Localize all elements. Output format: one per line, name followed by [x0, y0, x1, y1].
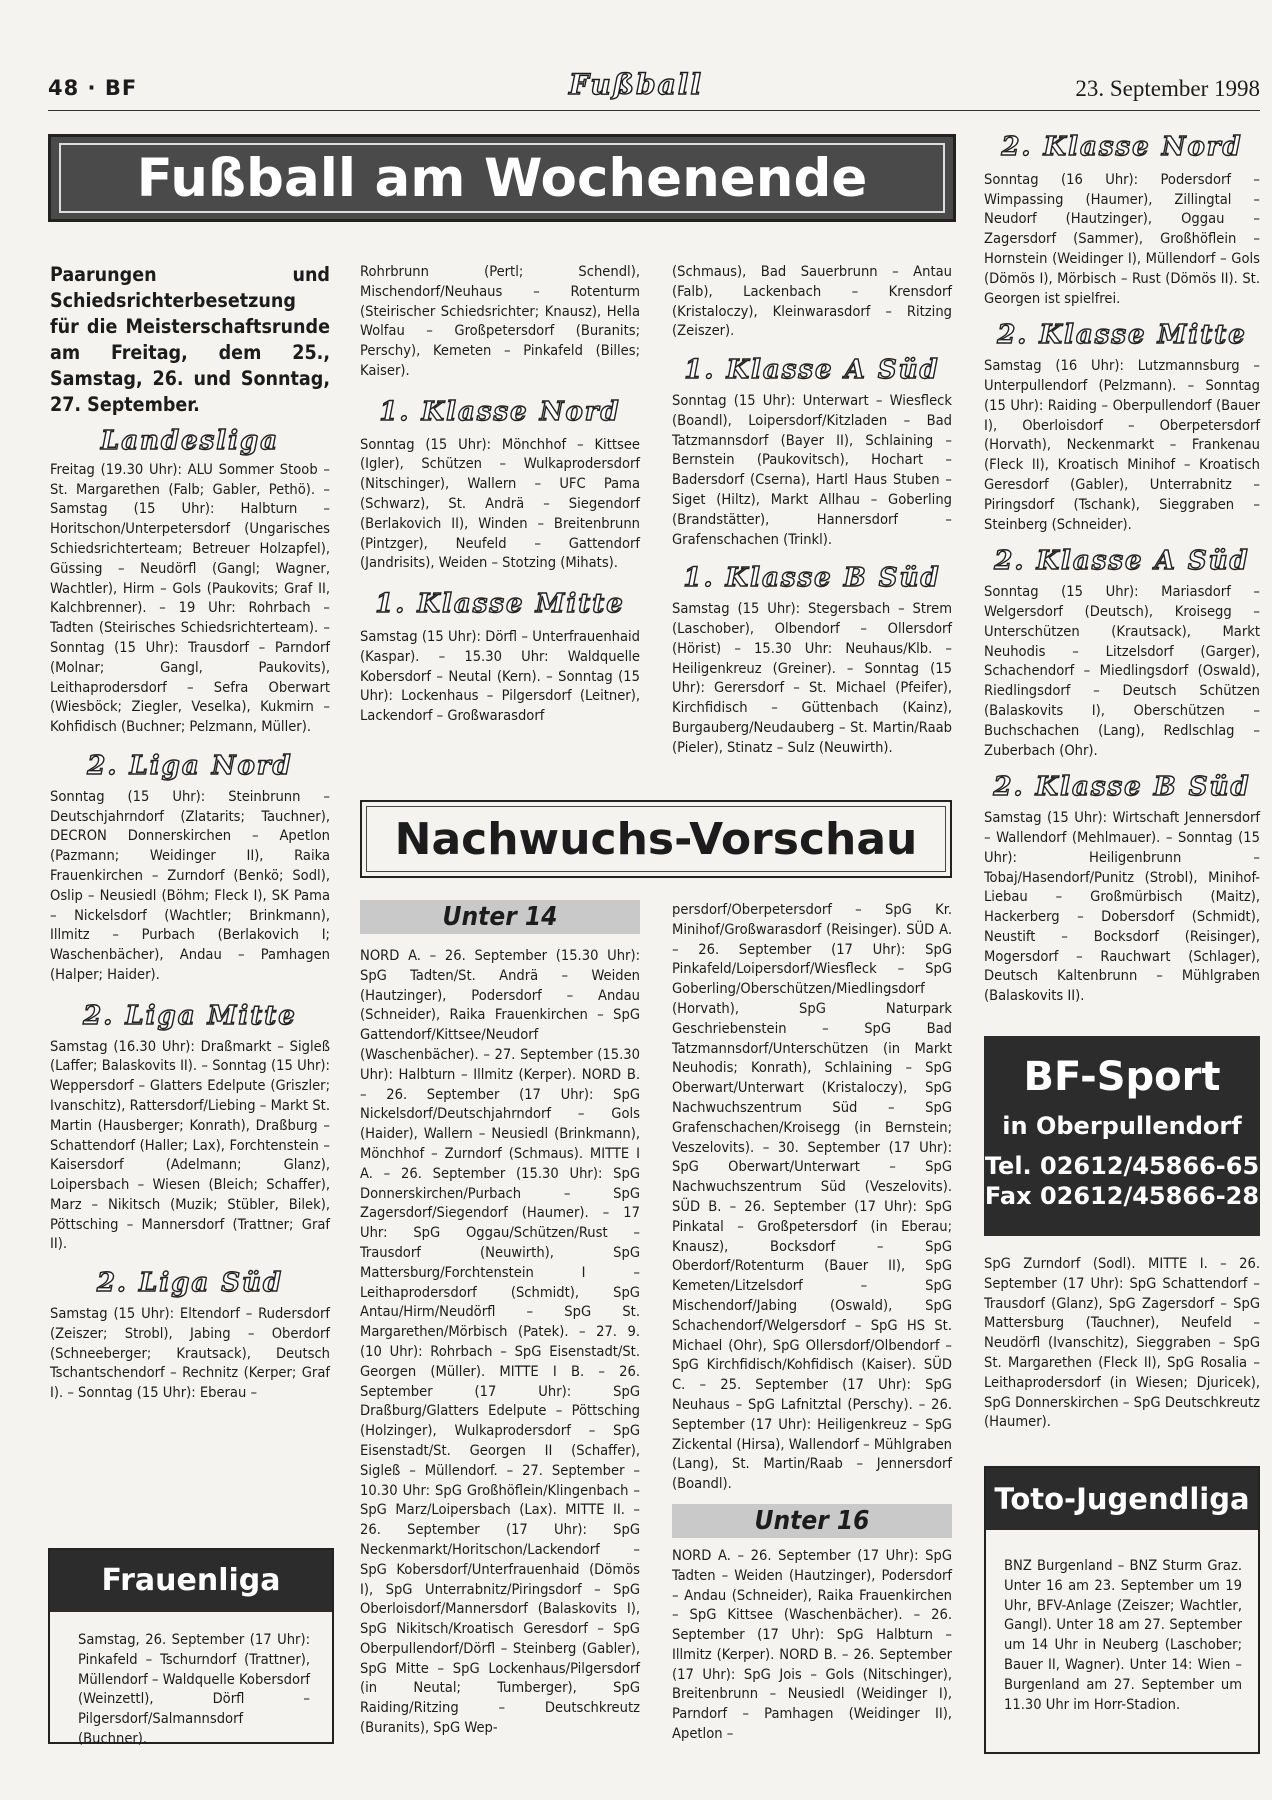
ad-phone: Tel. 02612/45866-65 — [984, 1152, 1260, 1180]
heading-2-klasse-b-sued: 2. Klasse B Süd — [993, 772, 1251, 803]
ad-fax: Fax 02612/45866-28 — [984, 1182, 1260, 1210]
column-2 — [360, 262, 640, 726]
nachwuchs-title-box — [360, 800, 952, 878]
text-2-klasse-mitte: Samstag (16 Uhr): Lutzmannsburg – Unterpullendorf (Pelzmann). – Sonntag (15 Uhr): Raiding – Oberpullendorf (Bauer I), Oberloisdorf – Oberpetersdorf (Horvath), Neckenmarkt – Frankenau (Fleck II), Kroatisch Minihof – Kroatisch Geresdorf (Gabler), Unterrabnitz – Piringsdorf (Tschank), Sieggraben – Steinberg (Schneider). — [984, 357, 1260, 533]
frauenliga-text: Samstag, 26. September (17 Uhr): Pinkafeld – Tschurndorf (Trattner), Müllendorf – Waldquelle Kobersdorf (Weinzettl), Dörfl – Pilgersdorf/Salmannsdorf (Buchner). — [78, 1631, 310, 1747]
heading-2-liga-nord: 2. Liga Nord — [87, 750, 293, 781]
text-2-liga-nord: Sonntag (15 Uhr): Steinbrunn – Deutschjahrndorf (Zlatarits; Tauchner), DECRON Donnerskirchen – Apetlon (Pazmann; Weidinger II), Raika Frauenkirchen – Zurndorf (Benkö; Sodl), Oslip – Neusiedl (Böhm; Fleck I), SK Pama – Nickelsdorf (Wachtler; Brinkmann), Illmitz – Purbach (Berlakovich I; Waschenbächer), Andau – Pamhagen (Halper; Haider). — [50, 787, 330, 983]
toto-text: BNZ Burgenland – BNZ Sturm Graz. Unter 16 am 23. September um 19 Uhr, BFV-Anlage (Zeiszer; Wachtler, Gangl). Unter 18 am 27. September um 14 Uhr in Neuberg (Laschober; Bauer II, Wagner). Unter 14: Wien – Burgenland am 27. September um 11.30 Uhr im Horr-Stadion. — [1004, 1557, 1242, 1713]
header-rule — [48, 110, 1260, 111]
heading-2-liga-mitte: 2. Liga Mitte — [83, 1000, 297, 1031]
heading-unter-14: Unter 14 — [360, 900, 640, 934]
column-3 — [672, 262, 952, 758]
heading-1-klasse-mitte: 1. Klasse Mitte — [375, 589, 625, 620]
text-after-ad: SpG Zurndorf (Sodl). MITTE I. – 26. September (17 Uhr): SpG Schattendorf – Trausdorf (Glanz), SpG Zagersdorf – SpG Mattersburg (Tauchner), Neufeld – Neudörfl (Ivanschitz), Sieggraben – SpG St. Margarethen (Fleck II), SpG Rosalia – Leithaprodersdorf (in Wiesen; Djuricek), SpG Donnerskirchen – SpG Deutschkreutz (Haumer). — [984, 1255, 1260, 1431]
text-landesliga: Freitag (19.30 Uhr): ALU Sommer Stoob – St. Margarethen (Falb; Gabler, Pethö). – Samstag (15 Uhr): Halbturn – Horitschon/Unterpetersdorf (Ungarisches Schiedsrichterteam; Betreuer Holzapfel), Güssing – Neudörfl (Gangl; Wagner, Wachtler), Hirm – Gols (Paukovits; Graf II, Kalchbrenner). – 19 Uhr: Rohrbach – Tadten (Steirisches Schiedsrichterteam). – Sonntag (15 Uhr): Trausdorf – Parndorf (Molnar; Gangl, Paukovits), Leithaprodersdorf – Sefra Oberwart (Wiesböck; Ziegler, Veselka), Kukmirn – Kohfidisch (Buchner; Pelzmann, Müller). — [50, 460, 330, 736]
ad-title: BF-Sport — [1023, 1054, 1221, 1100]
text-1-klasse-a-sued: Sonntag (15 Uhr): Unterwart – Wiesfleck (Boandl), Loipersdorf/Kitzladen – Bad Tatzmannsdorf (Bayer II), Schlaining – Bernstein (Paukovitsch), Hochart – Badersdorf (Cserna), Hartl Haus Stuben – Siget (Hiltz), Markt Allhau – Goberling (Brandstätter), Hannersdorf – Grafenschachen (Trinkl). — [672, 391, 952, 548]
text-2-liga-sued: Samstag (15 Uhr): Eltendorf – Rudersdorf (Zeiszer; Strobl), Jabing – Oberdorf (Schneeberger; Krautsack), Deutsch Tschantschendorf – Rechnitz (Kerper; Graf I). – Sonntag (15 Uhr): Eberau – — [50, 1305, 330, 1402]
nachwuchs-col-right — [672, 900, 952, 1744]
text-2-klasse-b-sued: Samstag (15 Uhr): Wirtschaft Jennersdorf – Wallendorf (Mehlmauer). – Sonntag (15 Uhr): Heiligenbrunn – Tobaj/Hasendorf/Punitz (Strobl), Minihof-Liebau – Großmürbisch (Maitz), Hackerberg – Dobersdorf (Schmidt), Neustift – Bocksdorf (Reisinger), Mogersdorf – Rauchwart (Schlager), Deutsch Kaltenbrunn – Mühlgraben (Balaskovits II). — [984, 809, 1260, 1005]
issue-date: 23. September 1998 — [1075, 76, 1260, 101]
bf-sport-ad — [984, 1036, 1260, 1236]
text-2-liga-mitte: Samstag (16.30 Uhr): Draßmarkt – Sigleß (Laffer; Balaskovits II). – Sonntag (15 Uhr): Weppersdorf – Glatters Edelpute (Griszler; Ivanschitz), Rattersdorf/Liebing – Markt St. Martin (Hausberger; Konrath), Draßburg – Schattendorf (Haller; Lax), Forchtenstein – Kaisersdorf (Adelmann; Glanz), Loipersbach – Wiesen (Bleich; Schaffer), Marz – Nikitsch (Muzik; Stübler, Bilek), Pöttsching – Mannersdorf (Trattner; Graf II). — [50, 1037, 330, 1253]
heading-1-klasse-nord: 1. Klasse Nord — [379, 396, 621, 427]
text-2-klasse-a-sued: Sonntag (15 Uhr): Mariasdorf – Welgersdorf (Deutsch), Kroisegg – Unterschützen (Krautsack), Markt Neuhodis – Litzelsdorf (Garger), Schachendorf – Miedlingsdorf (Oswald), Riedlingsdorf – Deutsch Schützen (Balaskovits I), Oberschützen – Buchschachen (Lang), Redlschlag – Zuberbach (Ohr). — [984, 583, 1260, 759]
nachwuchs-title: Nachwuchs-Vorschau — [394, 813, 918, 865]
column-1 — [50, 262, 330, 1403]
text-unter-16: NORD A. – 26. September (17 Uhr): SpG Tadten – Weiden (Hautzinger), Podersdorf – Andau (Schneider), Raika Frauenkirchen – SpG Kittsee (Waschenbächer). – 26. September (17 Uhr): SpG Halbturn – Illmitz (Kerper). NORD B. – 26. September (17 Uhr): SpG Jois – Gols (Nitschinger), Breitenbrunn – Neusiedl (Weidinger I), Parndorf – Pamhagen (Weidinger II), Apetlon – — [672, 1546, 952, 1743]
toto-jugendliga-box — [984, 1466, 1260, 1754]
section-title: Fußball — [568, 68, 703, 101]
frauenliga-box — [48, 1548, 334, 1747]
page-number: 48 · BF — [48, 76, 138, 100]
text-1-klasse-mitte: Samstag (15 Uhr): Dörfl – Unterfrauenhaid (Kaspar). – 15.30 Uhr: Waldquelle Kobersdorf – Neutal (Kern). – Sonntag (15 Uhr): Lockenhaus – Pilgersdorf (Leitner), Lackendorf – Großwarasdorf — [360, 627, 640, 725]
heading-1-klasse-b-sued: 1. Klasse B Süd — [683, 563, 941, 594]
banner-title: Fußball am Wochenende — [59, 143, 945, 213]
nachwuchs-col-left — [360, 900, 640, 1738]
ad-subtitle: in Oberpullendorf — [1002, 1112, 1242, 1140]
column-4-lower — [984, 1254, 1260, 1432]
heading-2-klasse-mitte: 2. Klasse Mitte — [997, 320, 1247, 351]
text-col2-top: Rohrbrunn (Pertl; Schendl), Mischendorf/Neuhaus – Rotenturm (Steirischer Schiedsrichter; Knausz), Hella Wolfau – Großpetersdorf (Buranits; Perschy), Kemeten – Pinkafeld (Billes; Kaiser). — [360, 263, 640, 379]
heading-2-liga-sued: 2. Liga Süd — [96, 1268, 284, 1299]
text-unter-14-right: persdorf/Oberpetersdorf – SpG Kr. Minihof/Großwarasdorf (Reisinger). SÜD A. – 26. September (17 Uhr): SpG Pinkafeld/Loipersdorf/Wiesfleck – SpG Goberling/Oberschützen/Miedlingsdorf (Horvath), SpG Naturpark Geschriebenstein – SpG Bad Tatzmannsdorf/Unterschützen (in Markt Neuhodis; Konrath), Schlaining – SpG Oberwart/Unterwart (Kristaloczy), SpG Nachwuchszentrum Süd – SpG Grafenschachen/Kroisegg (in Bernstein; Veszelovits). – 30. September (17 Uhr): SpG Oberwart/Unterwart – SpG Nachwuchszentrum Süd (Veszelovits). SÜD B. – 26. September (17 Uhr): SpG Pinkatal – Großpetersdorf (in Eberau; Knausz), Bocksdorf – SpG Oberdorf/Rotenturm (Bauer II), SpG Kemeten/Litzelsdorf – SpG Mischendorf/Jabing (Oswald), SpG Schachendorf/Welgersdorf – SpG HS St. Michael (Ohr), SpG Ollersdorf/Olbendorf – SpG Kirchfidisch/Kohfidisch (Kaiser). SÜD C. – 25. September (17 Uhr): SpG Neuhaus – SpG Lafnitztal (Perschy). – 26. September (17 Uhr): Heiligenkreuz – SpG Zickental (Hirsa), Wallendorf – Mühlgraben (Lang), St. Martin/Raab – Jennersdorf (Boandl). — [672, 901, 952, 1493]
heading-2-klasse-a-sued: 2. Klasse A Süd — [994, 546, 1250, 577]
text-col3-top: (Schmaus), Bad Sauerbrunn – Antau (Falb), Lackenbach – Krensdorf (Kristaloczy), Kleinwarasdorf – Ritzing (Zeiszer). — [672, 263, 952, 340]
text-2-klasse-nord: Sonntag (16 Uhr): Podersdorf – Wimpassing (Haumer), Zillingtal – Neudorf (Hautzinger), Oggau – Zagersdorf (Sammer), Großhöflein – Hornstein (Weidinger I), Müllendorf – Gols (Dömös I), Mörbisch – Rust (Dömös II). St. Georgen ist spielfrei. — [984, 170, 1260, 307]
toto-title: Toto-Jugendliga — [986, 1468, 1258, 1530]
text-unter-14-left: NORD A. – 26. September (15.30 Uhr): SpG Tadten/St. Andrä – Weiden (Hautzinger), Podersdorf – Andau (Schneider), Raika Frauenkirchen – SpG Gattendorf/Kittsee/Neudorf (Waschenbächer). – 27. September (15.30 Uhr): Halbturn – Illmitz (Kerper). NORD B. – 26. September (17 Uhr): SpG Nickelsdorf/Deutschjahrndorf – Gols (Haider), Wallern – Neusiedl (Brinkmann), Mönchhof – Zurndorf (Schmaus). MITTE I A. – 26. September (15.30 Uhr): SpG Donnerskirchen/Purbach – SpG Zagersdorf/Siegendorf (Haumer). – 17 Uhr: SpG Oggau/Schützen/Rust – Trausdorf (Neuwirth), SpG Mattersburg/Forchtenstein I – Leithaprodersdorf (Schmidt), SpG Antau/Hirm/Neudörfl – SpG St. Margarethen/Mörbisch (Patek). – 27. 9. (10 Uhr): Rohrbach – SpG Eisenstadt/St. Georgen (Müller). MITTE I B. – 26. September (17 Uhr): SpG Draßburg/Glatters Edelpute – Pöttsching (Holzinger), Wulkaprodersdorf – SpG Eisenstadt/St. Georgen II (Schaffer), Sigleß – Müllendorf. – 27. September – 10.30 Uhr: SpG Großhöflein/Klingenbach – SpG Marz/Loipersbach (Lax). MITTE II. – 26. September (17 Uhr): SpG Neckenmarkt/Horitschon/Lackendorf – SpG Kobersdorf/Unterfrauenhaid (Dömös I), SpG Unterrabnitz/Piringsdorf – SpG Oberloisdorf/Mannersdorf (Balaskovits I), SpG Nikitsch/Kroatisch Geresdorf – SpG Oberpullendorf/Dörfl – Steinberg (Gabler), SpG Mitte – SpG Lockenhaus/Pilgersdorf (in Neutal; Tumberger), SpG Raiding/Ritzing – Deutschkreutz (Buranits), SpG Wep- — [360, 947, 640, 1737]
intro-lead: Paarungen und Schiedsrichterbesetzung für die Meisterschaftsrunde am Freitag, dem 25., Samstag, 26. und Sonntag, 27. September. — [50, 263, 330, 416]
column-4 — [984, 132, 1260, 1006]
text-1-klasse-b-sued: Samstag (15 Uhr): Stegersbach – Strem (Laschober), Olbendorf – Ollersdorf (Hörist) – 15.30 Uhr: Neuhaus/Klb. – Heiligenkreuz (Greiner). – Sonntag (15 Uhr): Gerersdorf – St. Michael (Pfeifer), Kirchfidisch – Güttenbach (Kainz), Burgauberg/Neudauberg – St. Martin/Raab (Pieler), Stinatz – Sulz (Neuwirth). — [672, 600, 952, 756]
heading-1-klasse-a-sued: 1. Klasse A Süd — [684, 355, 940, 386]
heading-unter-16: Unter 16 — [672, 1504, 952, 1538]
heading-2-klasse-nord: 2. Klasse Nord — [1001, 132, 1243, 162]
nachwuchs-frame — [366, 806, 946, 872]
text-1-klasse-nord: Sonntag (15 Uhr): Mönchhof – Kittsee (Igler), Schützen – Wulkaprodersdorf (Nitschinger), Wallern – UFC Pama (Schwarz), St. Andrä – Siegendorf (Berlakovich II), Winden – Breitenbrunn (Pintzger), Neufeld – Gattendorf (Jandrisits), Weiden – Stotzing (Mihats). — [360, 435, 640, 572]
banner — [48, 134, 956, 222]
heading-landesliga: Landesliga — [100, 426, 280, 456]
frauenliga-title: Frauenliga — [50, 1550, 332, 1612]
